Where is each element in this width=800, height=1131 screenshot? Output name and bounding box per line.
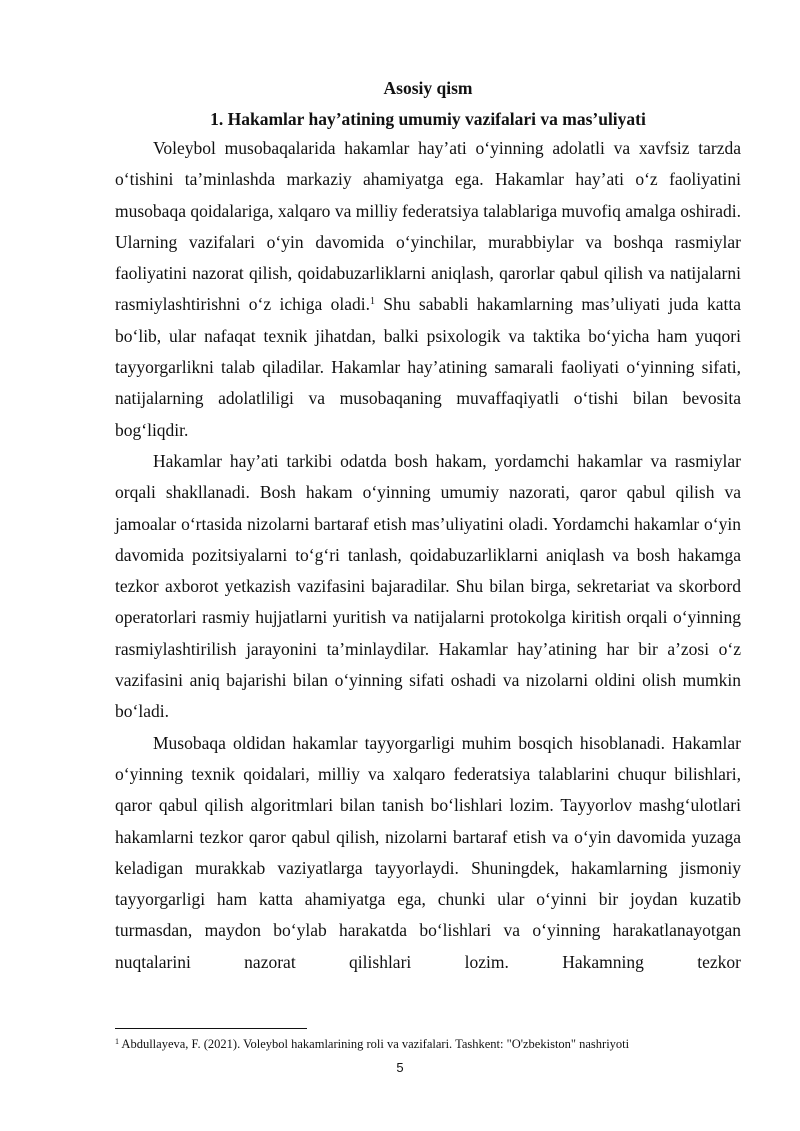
footnote-text: Abdullayeva, F. (2021). Voleybol hakamlarining roli va vazifalari. Tashkent: "O'zbekiston" nashriyoti: [119, 1037, 630, 1051]
paragraph-3: Musobaqa oldidan hakamlar tayyorgarligi muhim bosqich hisoblanadi. Hakamlar o‘yinning texnik qoidalari, milliy va xalqaro federatsiya talablarini chuqur bilishlari, qaror qabul qilish algoritmlari bilan tanish bo‘lishlari lozim. Tayyorlov mashg‘ulotlari hakamlarni tezkor qaror qabul qilish, nizolarni bartaraf etish va o‘yin davomida yuzaga keladigan murakkab vaziyatlarga tayyorlaydi. Shuningdek, hakamlarning jismoniy tayyorgarligi ham katta ahamiyatga ega, chunki ular o‘yinni bir joydan kuzatib turmasdan, maydon bo‘ylab harakatda bo‘lishlari va o‘yinning harakatlanayotgan nuqtalarini nazorat qilishlari lozim. Hakamning tezkor: [115, 732, 741, 972]
footnote: [115, 1036, 741, 1052]
paragraph-1-text: Voleybol musobaqalarida hakamlar hay’ati o‘yinning adolatli va xavfsiz tarzda o‘tishini ta’minlashda markaziy ahamiyatga ega. Hakamlar hay’ati o‘z faoliyatini musobaqa qoidalariga, xalqaro va milliy federatsiya talablariga muvofiq amalga oshiradi. Ularning vazifalari o‘yin davomida o‘yinchilar, murabbiylar va boshqa rasmiylar faoliyatini nazorat qilish, qoidabuzarliklarni aniqlash, qarorlar qabul qilish va natijalarni rasmiylashtirishni o‘z ichiga oladi.: [115, 138, 741, 315]
paragraph-2: Hakamlar hay’ati tarkibi odatda bosh hakam, yordamchi hakamlar va rasmiylar orqali shakllanadi. Bosh hakam o‘yinning umumiy nazorati, qaror qabul qilish va jamoalar o‘rtasida nizolarni bartaraf etish mas’uliyatini oladi. Yordamchi hakamlar o‘yin davomida pozitsiyalarni to‘g‘ri tanlash, qoidabuzarliklarni aniqlash va bosh hakamga tezkor axborot yetkazish vazifasini bajaradilar. Shu bilan birga, sekretariat va skorbord operatorlari rasmiy hujjatlarni yuritish va natijalarni protokolga kiritish orqali o‘yinning rasmiylashtirilish jarayonini ta’minlaydilar. Hakamlar hay’atining har bir a’zosi o‘z vazifasini aniq bajarishi bilan o‘yinning sifati oshadi va nizolarni oldini olish mumkin bo‘ladi.: [115, 450, 741, 722]
footnote-marker: 1: [115, 1037, 119, 1046]
page-body: [115, 74, 741, 978]
page-number: 5: [396, 1060, 404, 1075]
footnote-divider: [115, 1028, 307, 1029]
chapter-title: 1. Hakamlar hay’atining umumiy vazifalari va mas’uliyati: [210, 109, 646, 129]
paragraph-1-continuation: Shu sababli hakamlarning mas’uliyati juda katta bo‘lib, ular nafaqat texnik jihatdan, balki psixologik va taktika bo‘yicha ham yuqori tayyorgarlikni talab qiladilar. Hakamlar hay’atining samarali faoliyati o‘yinning sifati, natijalarning adolatliligi va musobaqaning muvaffaqiyatli o‘tishi bilan bevosita bog‘liqdir.: [115, 294, 741, 440]
paragraph-1: [115, 133, 741, 446]
section-title: Asosiy qism: [383, 78, 473, 98]
footnote-reference: 1: [369, 296, 375, 308]
